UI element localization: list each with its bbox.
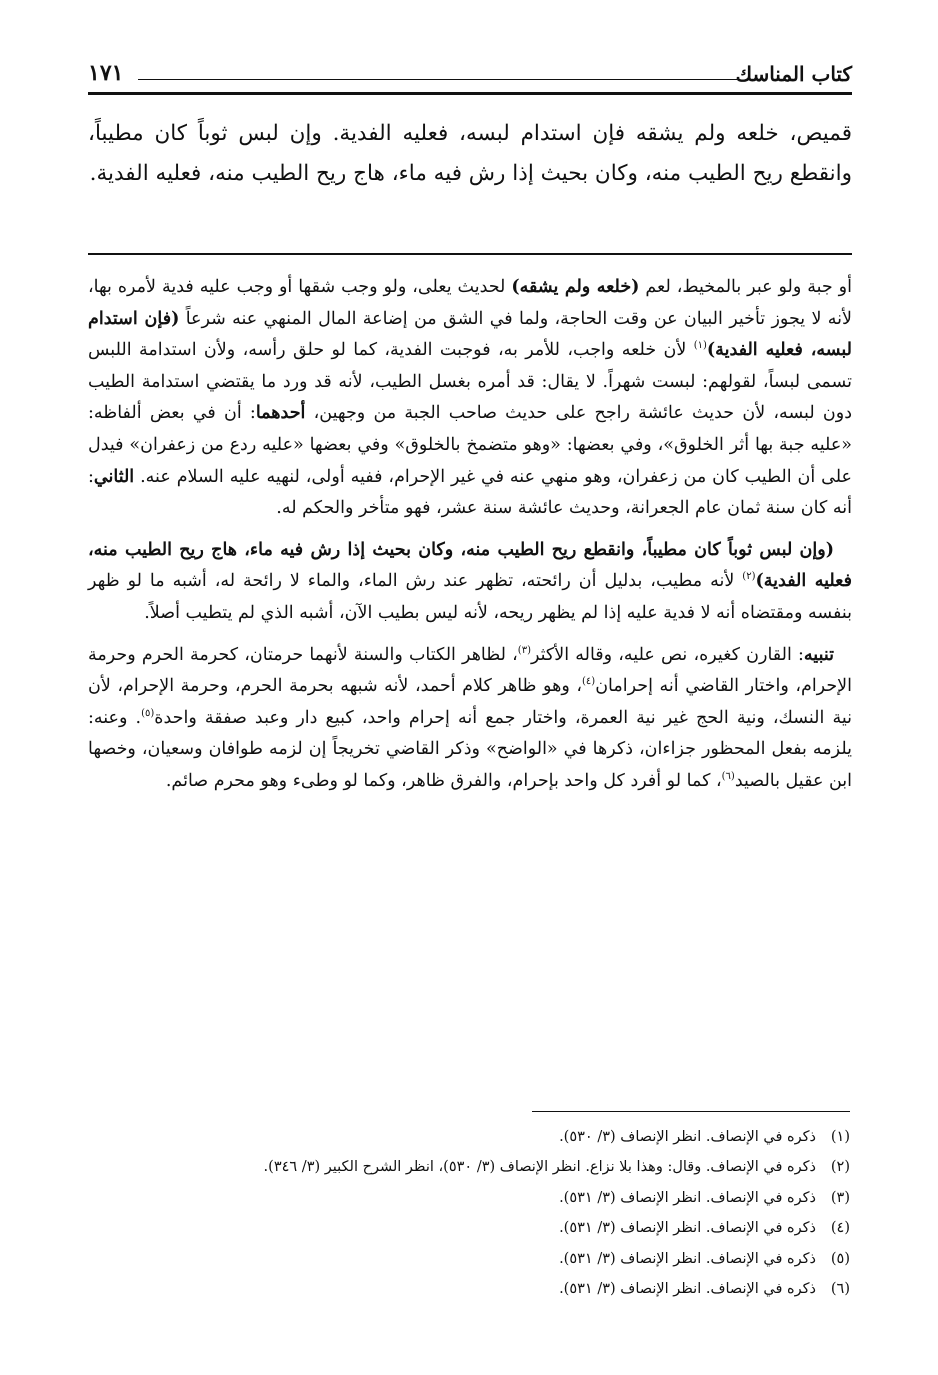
page-header bbox=[88, 56, 852, 95]
text-run: أو جبة ولو عبر بالمخيط، لعم bbox=[639, 277, 852, 297]
footnote-marker: (٥) bbox=[141, 707, 155, 719]
footnote-marker: (٦) bbox=[721, 771, 735, 783]
footnote-marker: (١) bbox=[693, 340, 707, 352]
text-run: : أن في بعض ألفاظه: «عليه جبة بها أثر الخلوق»، وفي بعضها: «وهو متضمخ بالخلوق» وفي بعضها «عليه ردع من زعفران» فيدل على أن الطيب كان من زعفران، وهو منهي عنه في غير الإحرام، ففيه أولى، لنهيه عليه السلام عنه. bbox=[88, 403, 852, 487]
footnote bbox=[86, 1244, 850, 1274]
footnote-number: (٢) bbox=[830, 1159, 850, 1176]
footnote-text: ذكره في الإنصاف. وقال: وهذا بلا نزاع. انظر الإنصاف (٣/ ٥٣٠)، انظر الشرح الكبير (٣/ ٣٤٦). bbox=[263, 1159, 816, 1176]
quoted-matn: (فإن استدام لبسه، فعليه الفدية) bbox=[88, 308, 852, 361]
text-run: : أنه كان سنة ثمان عام الجعرانة، وحديث عائشة سنة عشر، فهو متأخر والحكم له. bbox=[88, 466, 852, 519]
bold-term: أحدهما bbox=[255, 403, 306, 424]
text-run: لأنه مطيب، بدليل أن رائحته، تظهر عند رش الماء، والماء لا رائحة له، أشبه ما لو ظهر بنفسه ومقتضاه أنه لا فدية عليه إذا لم يظهر ريحه، لأنه ليس بطيب الآن، أشبه الذي لم يتطيب أصلاً. bbox=[88, 571, 852, 623]
running-head-title: كتاب المناسك bbox=[735, 62, 852, 86]
footnote-marker: (٣) bbox=[517, 644, 531, 656]
main-text-divider bbox=[88, 253, 852, 255]
footnote bbox=[86, 1213, 850, 1243]
footnote bbox=[86, 1122, 850, 1152]
quoted-matn: (وإن لبس ثوباً كان مطيباً، وانقطع ريح الطيب منه، وكان بحيث إذا رش فيه ماء، هاج ريح الطيب منه، فعليه الفدية) bbox=[88, 539, 852, 592]
footnote-text: ذكره في الإنصاف. انظر الإنصاف (٣/ ٥٣٠). bbox=[559, 1129, 816, 1145]
bold-term: الثاني bbox=[93, 466, 135, 487]
footnote-number: (٤) bbox=[830, 1220, 850, 1237]
footnote bbox=[86, 1183, 850, 1213]
footnote bbox=[86, 1152, 850, 1182]
text-run: ، لظاهر الكتاب والسنة لأنهما حرمتان، كحرمة الحرم وحرمة الإحرام، واختار القاضي أنه إحرامان bbox=[88, 644, 853, 697]
footnotes-divider bbox=[532, 1111, 850, 1112]
footnote-marker: (٢) bbox=[742, 571, 756, 583]
footnote-number: (٣) bbox=[830, 1189, 850, 1206]
quoted-matn: (خلعه ولم يشقه) bbox=[511, 277, 640, 297]
header-rule bbox=[138, 79, 737, 80]
text-run: لحديث يعلى، ولو وجب شقها أو وجب عليه فدية لأمره بها، لأنه لا يجوز تأخير البيان عن وقت الحاجة، ولما في الشق من إضاعة المال المنهي عنه شرعاً bbox=[88, 277, 852, 329]
footnote-marker: (٤) bbox=[582, 676, 596, 688]
note-label: تنبيه bbox=[803, 644, 835, 665]
commentary-paragraph-3 bbox=[88, 640, 852, 798]
text-run: لأن خلعه واجب، للأمر به، فوجبت الفدية، كما لو حلق رأسه، ولأن استدامة اللبس تسمى لبساً، لقولهم: لبست شهراً. لا يقال: قد أمره بغسل الطيب، لأنه قد ورد ما يقتضي استدامة الطيب دون لبسه، لأن حديث عائشة راجح على حديث صاحب الجبة من وجهين، bbox=[88, 340, 852, 424]
footnote-text: ذكره في الإنصاف. انظر الإنصاف (٣/ ٥٣١). bbox=[559, 1281, 816, 1298]
footnote-number: (٥) bbox=[830, 1250, 850, 1267]
commentary-paragraph-2 bbox=[88, 535, 852, 630]
text-run: . وعنه: يلزمه بفعل المحظور جزاءان، ذكرها في «الواضح» وذكر القاضي تخريجاً إن لزمه طوافان وسعيان، وخصها ابن عقيل بالصيد bbox=[88, 707, 852, 791]
footnote-text: ذكره في الإنصاف. انظر الإنصاف (٣/ ٥٣١). bbox=[559, 1220, 816, 1237]
page-number: ١٧١ bbox=[88, 60, 124, 86]
footnote-number: (٦) bbox=[830, 1281, 850, 1298]
footnote-text: ذكره في الإنصاف. انظر الإنصاف (٣/ ٥٣١). bbox=[559, 1250, 816, 1267]
footnote-number: (١) bbox=[830, 1129, 850, 1145]
text-run: : القارن كغيره، نص عليه، وقاله الأكثر bbox=[530, 644, 804, 665]
text-run: ، كما لو أفرد كل واحد بإحرام، والفرق ظاهر، وكما لو وطىء وهو محرم صائم. bbox=[165, 770, 722, 791]
footnote bbox=[86, 1274, 850, 1304]
main-text: قميص، خلعه ولم يشقه فإن استدام لبسه، فعليه الفدية. وإن لبس ثوباً كان مطيباً، وانقطع ريح الطيب منه، وكان بحيث إذا رش فيه ماء، هاج ريح الطيب منه، فعليه الفدية. bbox=[88, 121, 852, 186]
commentary bbox=[88, 272, 852, 808]
footnote-text: ذكره في الإنصاف. انظر الإنصاف (٣/ ٥٣١). bbox=[559, 1189, 816, 1206]
footnotes bbox=[86, 1122, 850, 1304]
text-run: ، وهو ظاهر كلام أحمد، لأنه شبهه بحرمة الحرم، وحرمة الإحرام، لأن نية النسك، ونية الحج غير نية العمرة، واختار جمع أنه إحرام واحد، كبيع دار وعبد صفقة واحدة bbox=[88, 676, 852, 728]
commentary-paragraph-1 bbox=[88, 272, 852, 525]
